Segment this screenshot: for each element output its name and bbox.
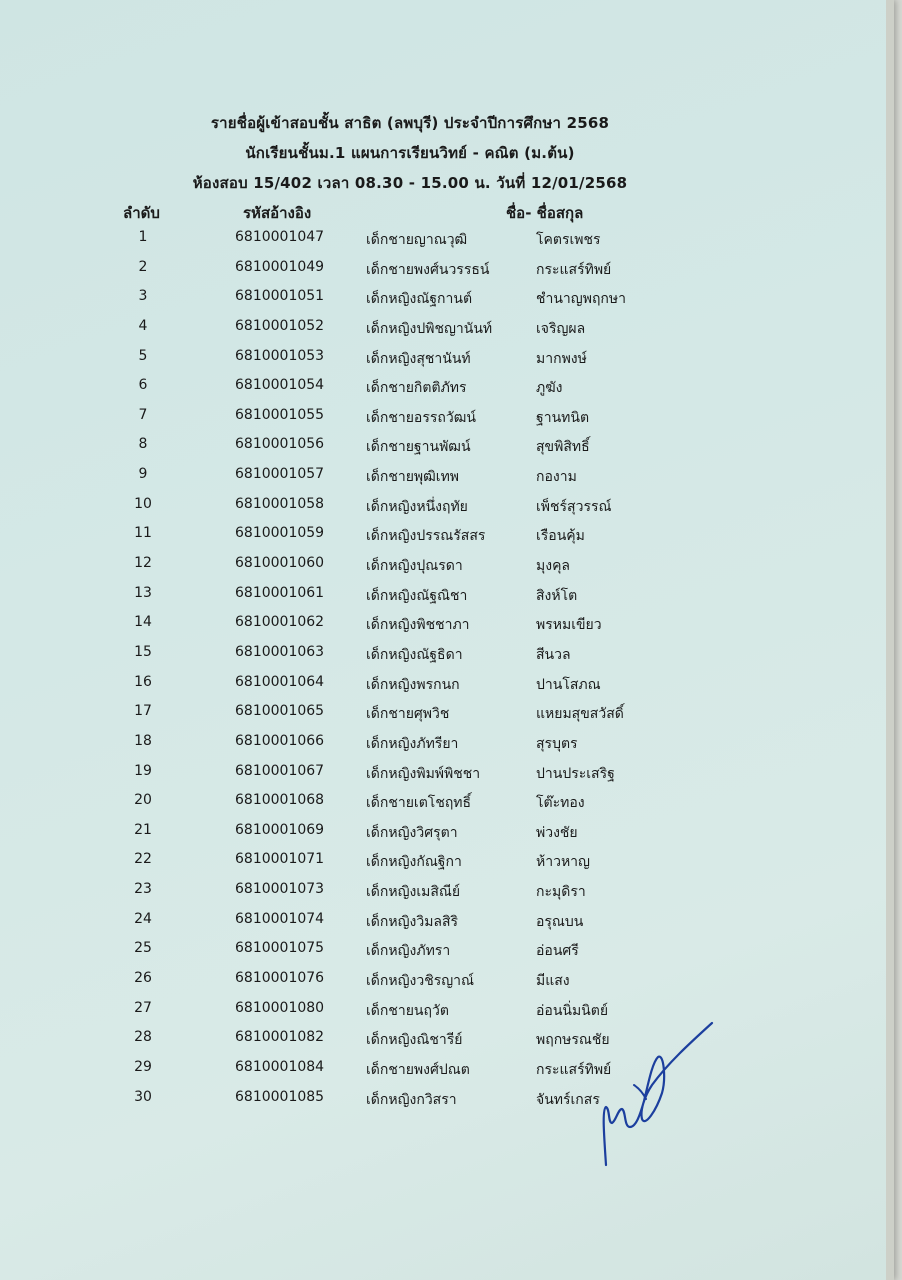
table-row [0,730,894,760]
table-row [0,315,894,345]
row-last-name: อ่อนศรี [536,943,579,960]
row-first-name: เด็กชายศุพวิช [366,706,450,723]
row-first-name: เด็กชายอรรถวัฒน์ [366,409,476,426]
column-header-full-name: ชื่อ- ชื่อสกุล [506,204,584,222]
table-row [0,819,894,849]
row-last-name: มีแสง [536,973,570,990]
row-last-name: กระแสร์ทิพย์ [536,1061,612,1078]
row-last-name: พฤกษรณชัย [536,1032,610,1049]
row-first-name: เด็กหญิงวชิรญาณ์ [366,973,475,990]
row-reference-id: 6810001061 [235,584,325,601]
row-reference-id: 6810001049 [235,258,325,275]
table-row [0,671,894,701]
row-last-name: ภูฆัง [536,380,563,397]
row-reference-id: 6810001059 [235,525,325,542]
row-first-name: เด็กหญิงปพิชญานันท์ [366,320,493,337]
row-reference-id: 6810001051 [235,288,325,305]
row-first-name: เด็กหญิงกวิสรา [366,1091,457,1108]
row-reference-id: 6810001058 [235,495,325,512]
column-header-reference-id: รหัสอ้างอิง [243,204,312,222]
row-reference-id: 6810001060 [235,555,325,572]
table-row [0,1026,894,1056]
column-header-number: ลำดับ [123,204,160,222]
row-number: 27 [134,999,152,1016]
row-last-name: จันทร์เกสร [536,1091,600,1108]
row-first-name: เด็กหญิงพิชชาภา [366,617,470,634]
table-row [0,226,894,256]
row-last-name: เพ็ชร์สุวรรณ์ [536,498,612,515]
row-number: 10 [134,495,152,512]
row-number: 8 [138,436,148,453]
row-reference-id: 6810001073 [235,881,325,898]
table-row [0,937,894,967]
exam-room-info: ห้องสอบ 15/402 เวลา 08.30 - 15.00 น. วันที่ 12/01/2568 [192,174,628,192]
row-first-name: เด็กชายพงศ์นวรรธน์ [366,261,490,278]
table-row [0,374,894,404]
row-last-name: พรหมเขียว [536,617,602,634]
row-last-name: ชำนาญพฤกษา [536,291,626,308]
table-row [0,997,894,1027]
row-last-name: ปานโสภณ [536,676,601,693]
row-reference-id: 6810001052 [235,317,325,334]
student-list [0,226,894,1115]
row-first-name: เด็กหญิงพรกนก [366,676,460,693]
row-number: 21 [134,821,152,838]
row-first-name: เด็กชายญาณวุฒิ [366,232,468,248]
table-row [0,522,894,552]
row-number: 22 [134,851,152,868]
row-reference-id: 6810001047 [235,229,325,245]
row-number: 26 [134,970,152,987]
row-reference-id: 6810001085 [235,1088,325,1105]
row-last-name: กะมุดิรา [536,884,586,901]
row-reference-id: 6810001056 [235,436,325,453]
table-row [0,552,894,582]
row-reference-id: 6810001054 [235,377,325,394]
row-number: 20 [134,792,152,809]
row-number: 18 [134,732,152,749]
row-number: 30 [134,1088,152,1105]
row-number: 24 [134,910,152,927]
row-reference-id: 6810001066 [235,732,325,749]
row-last-name: ฐานทนิต [536,409,590,426]
row-reference-id: 6810001065 [235,703,325,720]
row-first-name: เด็กหญิงปุณรดา [366,558,463,575]
row-number: 12 [134,555,152,572]
row-last-name: สุขพิสิทธิ์ [536,439,590,456]
row-reference-id: 6810001064 [235,673,325,690]
row-first-name: เด็กชายนฤวัต [366,1002,449,1019]
row-first-name: เด็กชายฐานพัฒน์ [366,439,471,456]
row-last-name: กระแสร์ทิพย์ [536,261,612,278]
document-title: รายชื่อผู้เข้าสอบชั้น สาธิต (ลพบุรี) ประจำปีการศึกษา 2568 [210,114,610,132]
row-number: 11 [134,525,152,542]
row-reference-id: 6810001057 [235,466,325,483]
table-row [0,908,894,938]
table-row [0,285,894,315]
row-reference-id: 6810001053 [235,347,325,364]
row-reference-id: 6810001084 [235,1058,325,1075]
row-reference-id: 6810001069 [235,821,325,838]
row-last-name: อ่อนนิ่มนิตย์ [536,1002,609,1019]
row-number: 17 [134,703,152,720]
row-first-name: เด็กหญิงปรรณรัสสร [366,528,486,545]
row-number: 16 [134,673,152,690]
row-last-name: มากพงษ์ [536,350,587,367]
row-last-name: กองาม [536,469,577,486]
row-first-name: เด็กหญิงกัณฐิกา [366,854,462,871]
row-first-name: เด็กหญิงภัทรียา [366,735,459,752]
row-reference-id: 6810001063 [235,643,325,660]
row-number: 23 [134,881,152,898]
table-row [0,760,894,790]
row-last-name: เรือนคุ้ม [536,528,585,545]
row-first-name: เด็กหญิงพิมพ์พิชชา [366,765,481,782]
row-number: 14 [134,614,152,631]
table-row [0,700,894,730]
row-last-name: ปานประเสริฐ [536,765,615,782]
table-row [0,345,894,375]
table-row [0,1056,894,1086]
row-number: 7 [138,406,148,423]
row-last-name: สิงห์โต [536,587,578,604]
row-first-name: เด็กชายพุฒิเทพ [366,469,460,486]
row-reference-id: 6810001062 [235,614,325,631]
table-row [0,1086,894,1116]
row-first-name: เด็กหญิงณัฐณิชา [366,587,468,604]
table-row [0,878,894,908]
row-number: 1 [138,229,148,245]
table-row [0,493,894,523]
row-reference-id: 6810001076 [235,970,325,987]
row-number: 4 [138,317,148,334]
row-first-name: เด็กชายพงศ์ปณต [366,1061,470,1078]
row-number: 25 [134,940,152,957]
row-last-name: โต๊ะทอง [536,795,585,812]
table-row [0,848,894,878]
row-reference-id: 6810001080 [235,999,325,1016]
row-first-name: เด็กหญิงณิชารีย์ [366,1032,463,1049]
row-number: 29 [134,1058,152,1075]
table-row [0,967,894,997]
table-row [0,611,894,641]
row-first-name: เด็กหญิงภัทรา [366,943,451,960]
row-reference-id: 6810001068 [235,792,325,809]
row-number: 2 [138,258,148,275]
row-first-name: เด็กหญิงณัฐธิดา [366,646,463,663]
row-reference-id: 6810001071 [235,851,325,868]
row-number: 13 [134,584,152,601]
row-last-name: อรุณบน [536,913,584,930]
table-row [0,404,894,434]
row-first-name: เด็กหญิงหนึ่งฤทัย [366,498,468,515]
paper-edge [886,0,894,1280]
row-last-name: มุงคุล [536,558,571,575]
row-last-name: พ่วงชัย [536,824,578,841]
row-first-name: เด็กหญิงวิศรุตา [366,824,458,841]
row-first-name: เด็กหญิงวิมลสิริ [366,913,459,930]
row-first-name: เด็กหญิงสุชานันท์ [366,350,471,367]
table-row [0,582,894,612]
table-row [0,256,894,286]
table-row [0,463,894,493]
row-reference-id: 6810001082 [235,1029,325,1046]
row-reference-id: 6810001075 [235,940,325,957]
row-first-name: เด็กชายกิตติภัทร [366,380,467,397]
row-number: 5 [138,347,148,364]
signature [590,1015,730,1175]
row-number: 9 [138,466,148,483]
row-number: 28 [134,1029,152,1046]
row-last-name: สีนวล [536,646,571,663]
row-first-name: เด็กหญิงเมสิณีย์ [366,884,461,901]
row-last-name: เจริญผล [536,320,586,337]
table-row [0,433,894,463]
row-number: 6 [138,377,148,394]
row-number: 19 [134,762,152,779]
row-first-name: เด็กหญิงณัฐกานต์ [366,291,473,308]
row-first-name: เด็กชายเตโชฤทธิ์ [366,795,472,812]
row-last-name: โคตรเพชร [536,232,601,248]
row-reference-id: 6810001055 [235,406,325,423]
row-last-name: ห้าวหาญ [536,854,590,871]
row-last-name: แหยมสุขสวัสดิ์ [536,706,624,723]
table-row [0,641,894,671]
document-subtitle: นักเรียนชั้นม.1 แผนการเรียนวิทย์ - คณิต (ม.ต้น) [245,144,575,162]
row-reference-id: 6810001067 [235,762,325,779]
row-last-name: สุรบุตร [536,735,578,752]
table-row [0,789,894,819]
row-reference-id: 6810001074 [235,910,325,927]
row-number: 3 [138,288,148,305]
row-number: 15 [134,643,152,660]
